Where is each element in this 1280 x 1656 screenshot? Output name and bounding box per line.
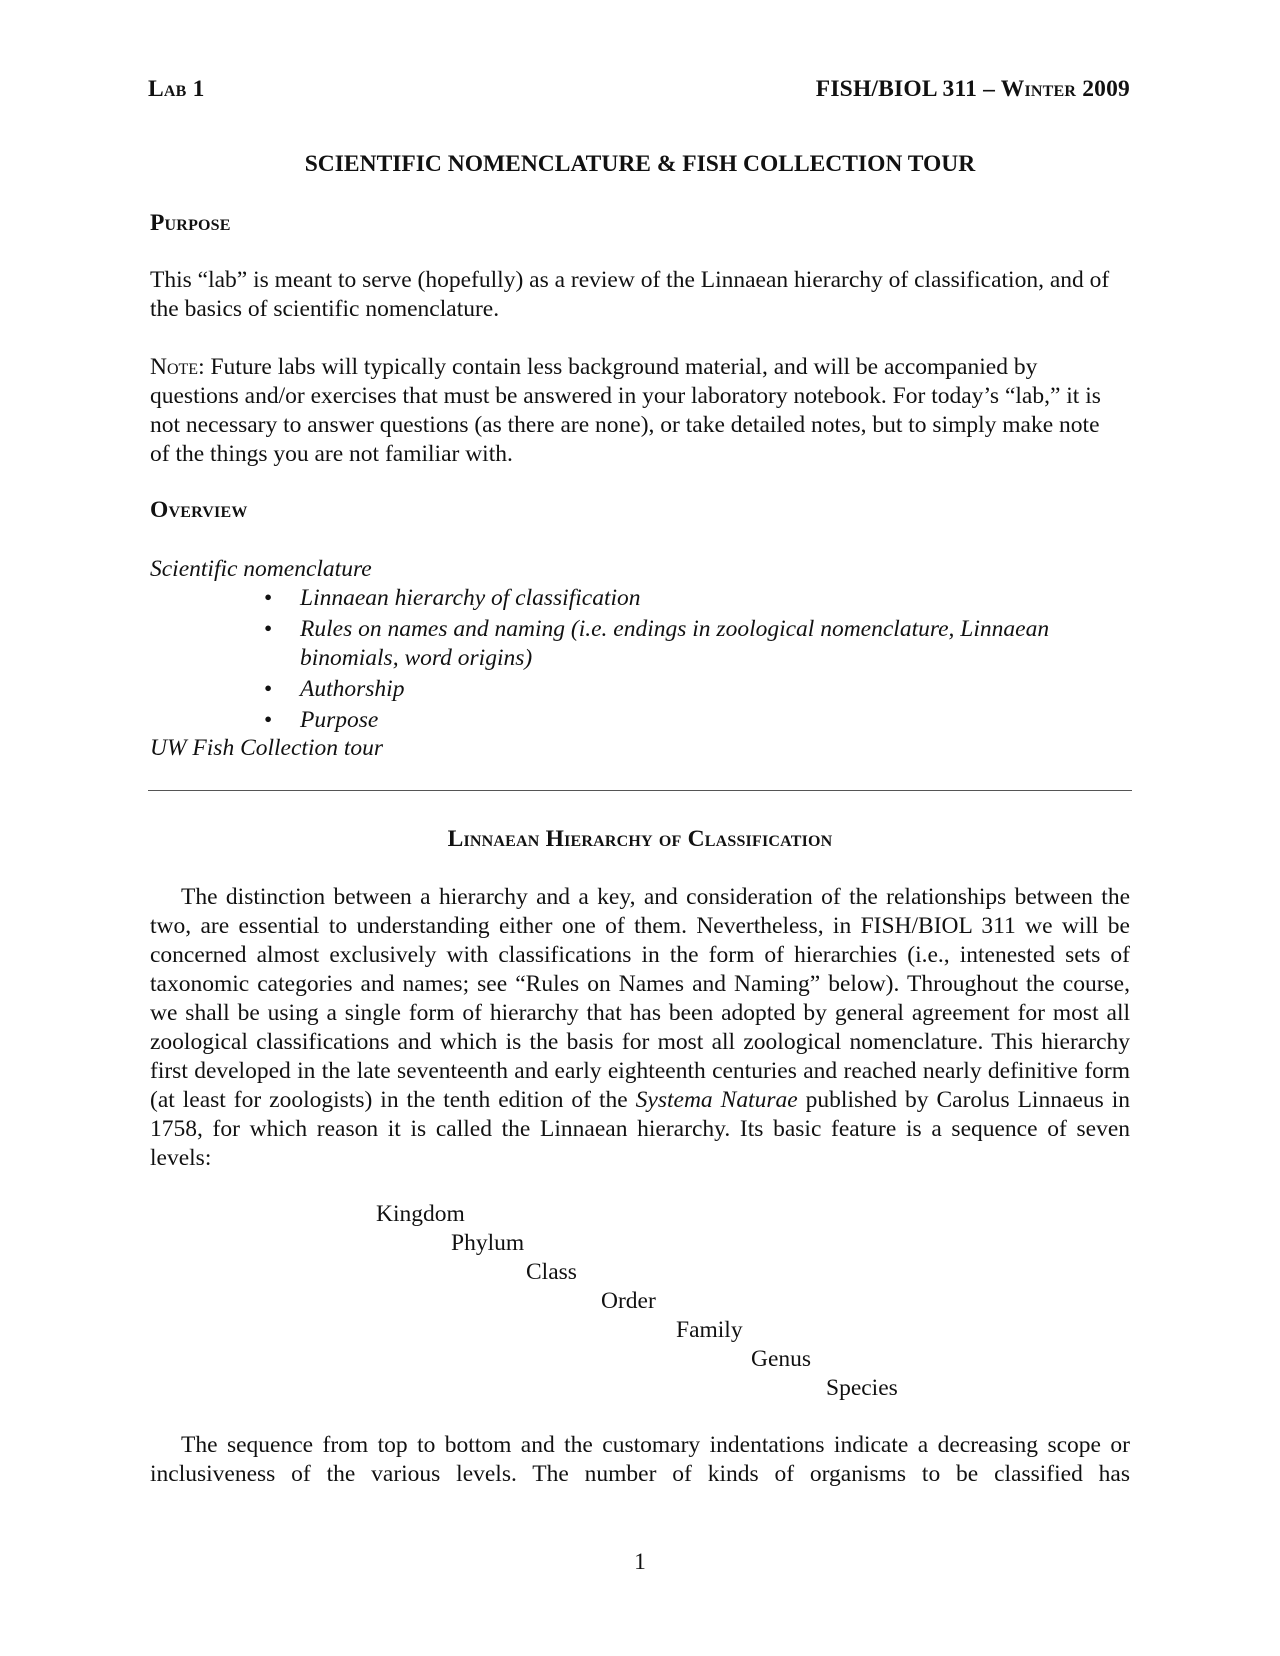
hierarchy-level: Family xyxy=(676,1317,743,1343)
purpose-paragraph: This “lab” is meant to serve (hopefully) as a review of the Linnaean hierarchy of classification, and of the basics of scientific nomenclature. xyxy=(150,267,1110,322)
overview-heading: Overview xyxy=(150,497,248,523)
page-title: SCIENTIFIC NOMENCLATURE & FISH COLLECTION TOUR xyxy=(304,151,976,177)
bullet-icon: • xyxy=(264,676,273,702)
hierarchy-level: Genus xyxy=(751,1346,812,1372)
linnaean-p1-after: published by Carolus Linnaeus in 1758, for which reason it is called the Linnaean hierarchy. Its basic feature is a sequence of seven levels: xyxy=(150,1087,1130,1171)
overview-item-text: Purpose xyxy=(300,707,379,733)
overview-section-tour: UW Fish Collection tour xyxy=(150,735,384,761)
overview-bullet-list xyxy=(264,584,1120,735)
hierarchy-level: Order xyxy=(601,1288,656,1314)
hierarchy-level: Kingdom xyxy=(376,1201,465,1227)
note-paragraph xyxy=(150,353,1110,469)
bullet-icon: • xyxy=(264,707,273,733)
bullet-icon: • xyxy=(264,616,273,642)
linnaean-p1-italic: Systema Naturae xyxy=(635,1087,798,1113)
bullet-icon: • xyxy=(264,585,273,611)
section-divider xyxy=(148,790,1132,791)
page-number: 1 xyxy=(634,1549,646,1575)
linnaean-paragraph-2: The sequence from top to bottom and the customary indentations indicate a decreasing scope or inclusiveness of the various levels. The number of kinds of organisms to be classified has xyxy=(150,1432,1130,1487)
overview-item-text: Rules on names and naming (i.e. endings in zoological nomenclature, Linnaean binomials, word origins) xyxy=(300,616,1050,671)
hierarchy-level: Class xyxy=(526,1259,577,1285)
overview-item-text: Authorship xyxy=(300,676,405,702)
overview-item xyxy=(264,706,1120,735)
linnaean-paragraph-1 xyxy=(150,883,1130,1173)
hierarchy-level: Species xyxy=(826,1375,898,1401)
header-left: Lab 1 xyxy=(148,76,205,102)
overview-item xyxy=(264,675,1120,704)
hierarchy-level: Phylum xyxy=(451,1230,525,1256)
linnaean-p1-before: The distinction between a hierarchy and a key, and consideration of the relationships between the two, are essential to understanding either one of them. Nevertheless, in FISH/BIOL 311 we will be concerned almost exclusively with classifications in the form of hierarchies (i.e., intenested sets of taxonomic categories and names; see “Rules on Names and Naming” below). Throughout the course, we shall be using a single form of hierarchy that has been adopted by general agreement for most all zoological classifications and which is the basis for most all zoological nomenclature. This hierarchy first developed in the late seventeenth and early eighteenth centuries and reached nearly definitive form (at least for zoologists) in the tenth edition of the xyxy=(150,884,1130,1113)
note-text: : Future labs will typically contain less background material, and will be accompanied by questions and/or exercises that must be answered in your laboratory notebook. For today’s “lab,” it is not necessary to answer questions (as there are none), or take detailed notes, but to simply make note of the things you are not familiar with. xyxy=(150,354,1101,467)
overview-item xyxy=(264,584,1120,613)
header-right: FISH/BIOL 311 – Winter 2009 xyxy=(815,76,1130,102)
overview-section-scientific: Scientific nomenclature xyxy=(150,556,372,582)
overview-item xyxy=(264,615,1120,673)
overview-item-text: Linnaean hierarchy of classification xyxy=(300,585,641,611)
purpose-heading: Purpose xyxy=(150,210,231,236)
note-label: Note xyxy=(150,354,199,380)
linnaean-heading: Linnaean Hierarchy of Classification xyxy=(447,826,833,852)
